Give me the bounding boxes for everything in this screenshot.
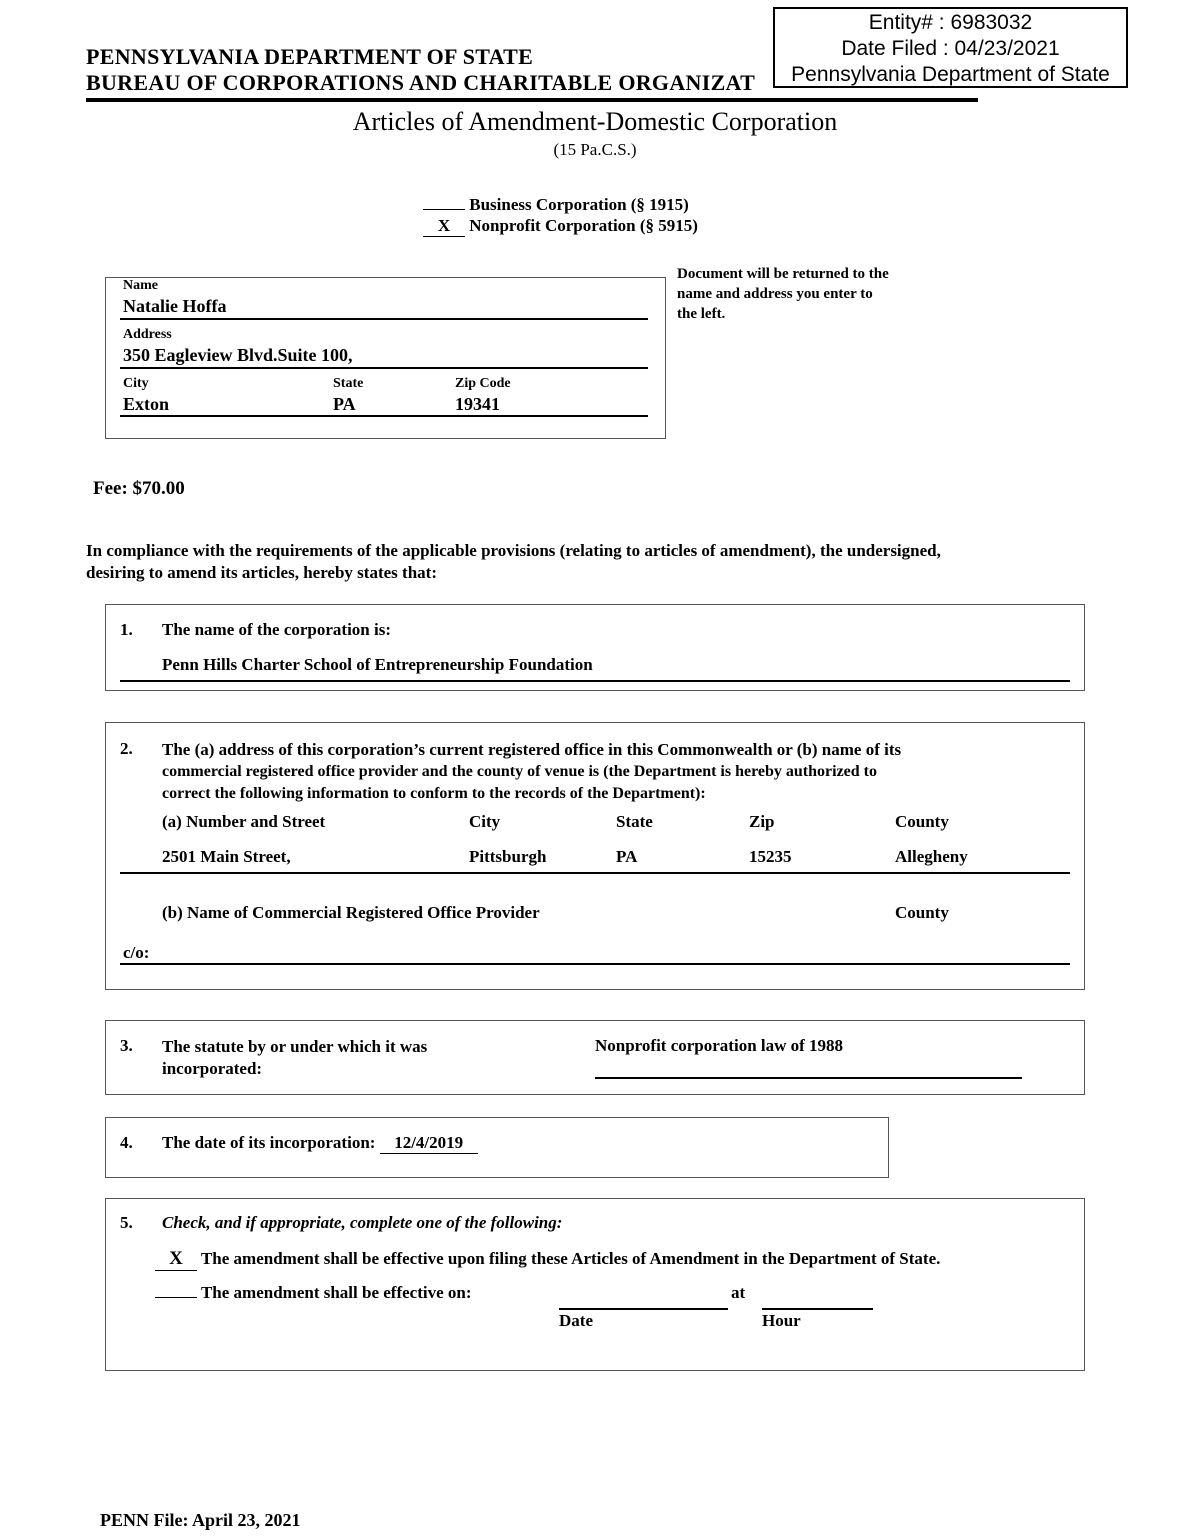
zip-value[interactable]: 19341 [455,394,500,414]
care-of-label: c/o: [123,943,150,962]
corp-type-nonprofit [423,216,698,237]
county-header: County [895,812,949,831]
form-subtitle: (15 Pa.C.S.) [553,140,637,159]
business-checkbox[interactable] [423,209,465,210]
stamp-agency: Pennsylvania Department of State [791,63,1110,86]
option-effective-upon-filing [155,1248,940,1271]
address-label: Address [123,327,172,342]
upon-filing-checkbox[interactable]: X [155,1248,197,1271]
section-5-instruction: Check, and if appropriate, complete one of the following: [162,1213,563,1232]
statute-underline [595,1077,1022,1079]
effective-date-checkbox[interactable] [155,1297,197,1298]
entity-number: Entity# : 6983032 [868,11,1033,34]
statute-value[interactable]: Nonprofit corporation law of 1988 [595,1036,844,1055]
section-4-label: The date of its incorporation: 12/4/2019 [162,1133,478,1154]
section-1-box [105,604,1085,691]
corp-type-business [423,195,689,215]
state-label: State [333,376,364,391]
form-title: Articles of Amendment-Domestic Corporation [352,107,838,136]
business-label: Business Corporation (§ 1915) [469,195,689,214]
nonprofit-label: Nonprofit Corporation (§ 5915) [469,216,698,235]
at-label: at [731,1283,746,1302]
return-note: Document will be returned to the name and address you enter to the left. [677,266,889,322]
intro-paragraph: In compliance with the requirements of the applicable provisions (relating to articles of amendment), the undersigned, desiring to amend its articles, hereby states that: [86,541,941,582]
zip-label: Zip Code [455,376,511,391]
section-3-label: The statute by or under which it was incorporated: [162,1037,428,1078]
address-value[interactable]: 350 Eagleview Blvd.Suite 100, [123,345,353,365]
option-effective-on-date [155,1283,472,1303]
city-label: City [123,376,149,391]
city-value[interactable]: Exton [123,394,170,414]
section-2a-underline [120,872,1070,874]
section-4-number: 4. [120,1133,133,1152]
section-1-label: The name of the corporation is: [162,620,392,639]
state-header: State [616,812,653,831]
section-1-underline [120,680,1070,682]
street-value[interactable]: 2501 Main Street, [162,847,291,866]
zip-value-office[interactable]: 15235 [749,847,792,866]
street-header: (a) Number and Street [162,812,326,831]
section-1-number: 1. [120,620,133,639]
header-rule [86,98,978,102]
state-value-office[interactable]: PA [616,847,638,866]
name-value[interactable]: Natalie Hoffa [123,296,227,316]
city-header: City [469,812,501,831]
bureau-heading: BUREAU OF CORPORATIONS AND CHARITABLE ORGANIZAT [86,70,756,95]
footer-file-date: PENN File: April 23, 2021 [100,1510,301,1530]
county-value[interactable]: Allegheny [895,847,968,866]
name-underline [120,318,648,320]
state-value[interactable]: PA [333,394,356,414]
address-underline [120,367,648,369]
zip-header: Zip [749,812,775,831]
corporation-name[interactable]: Penn Hills Charter School of Entrepreneurship Foundation [162,655,593,674]
department-heading: PENNSYLVANIA DEPARTMENT OF STATE [86,44,534,69]
provider-county-label: County [895,903,949,922]
section-2-text: The (a) address of this corporation’s current registered office in this Commonwealth or (b) name of its commercial registered office provider and the county of venue is (the Department is hereby authorized to correct the following information to conform to the records of the Department): [162,740,902,802]
section-2-number: 2. [120,739,133,758]
provider-label: (b) Name of Commercial Registered Office Provider [162,903,540,922]
section-5-number: 5. [120,1213,133,1232]
city-value-office[interactable]: Pittsburgh [469,847,547,866]
effective-date-label: The amendment shall be effective on: [200,1283,472,1302]
incorporation-date[interactable]: 12/4/2019 [380,1133,478,1154]
filing-stamp [773,7,1128,88]
hour-label: Hour [762,1311,801,1330]
provider-underline [120,963,1070,965]
hour-field-line[interactable] [762,1308,873,1310]
city-underline [120,415,648,417]
section-3-number: 3. [120,1036,133,1055]
fee: Fee: $70.00 [93,478,185,499]
nonprofit-checkbox[interactable]: X [423,216,465,237]
name-label: Name [123,278,158,293]
date-field-line[interactable] [559,1308,728,1310]
date-filed: Date Filed : 04/23/2021 [841,37,1060,60]
date-label: Date [559,1311,593,1330]
upon-filing-label: The amendment shall be effective upon filing these Articles of Amendment in the Department of State. [200,1249,941,1268]
